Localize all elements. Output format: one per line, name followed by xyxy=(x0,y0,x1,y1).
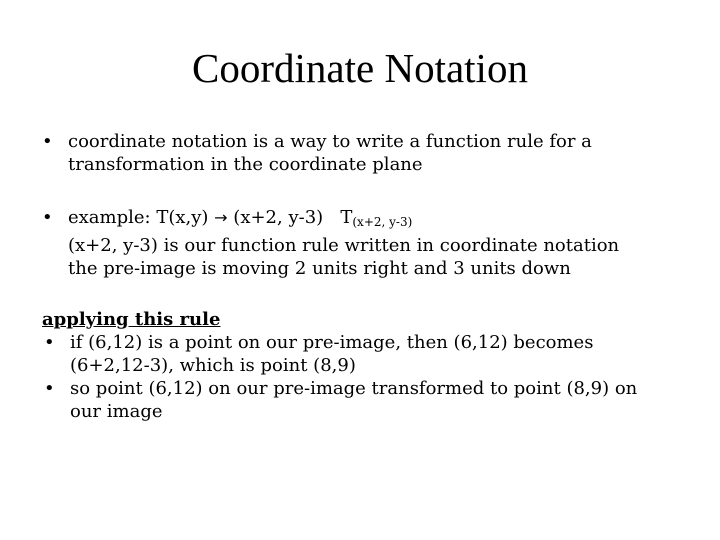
bullet-item xyxy=(40,206,619,280)
bullet-text-line: so point (6,12) on our pre-image transformed to point (8,9) on xyxy=(70,378,638,399)
bullet-text-line: the pre-image is moving 2 units right and 3 units down xyxy=(68,258,571,279)
bullet-text-line: transformation in the coordinate plane xyxy=(68,154,423,175)
bullet-block-example xyxy=(40,206,619,280)
bullet-text-line: (x+2, y-3) is our function rule written in coordinate notation xyxy=(68,235,620,256)
example-prefix: example: T(x,y) xyxy=(68,207,209,228)
right-arrow-icon: → xyxy=(214,208,228,227)
bullet-item xyxy=(42,377,637,423)
bullet-block-definition xyxy=(40,130,592,176)
transformation-subscript: (x+2, y-3) xyxy=(352,215,413,229)
bullet-marker: • xyxy=(42,131,53,152)
slide-title: Coordinate Notation xyxy=(192,45,528,91)
example-line xyxy=(68,206,619,234)
bullet-marker: • xyxy=(44,378,55,399)
bullet-item xyxy=(42,331,637,377)
bullet-text-line: coordinate notation is a way to write a function rule for a xyxy=(68,131,592,152)
bullet-marker: • xyxy=(42,207,53,228)
bullet-marker: • xyxy=(44,332,55,353)
transformation-label: T xyxy=(340,207,353,228)
section-heading: applying this rule xyxy=(42,309,221,330)
example-result: (x+2, y-3) xyxy=(233,207,324,228)
bullet-text-line: our image xyxy=(70,401,163,422)
bullet-text-line: (6+2,12-3), which is point (8,9) xyxy=(70,355,356,376)
bullet-item xyxy=(40,130,592,176)
bullet-text-line: if (6,12) is a point on our pre-image, then (6,12) becomes xyxy=(70,332,594,353)
applying-section xyxy=(42,308,637,423)
